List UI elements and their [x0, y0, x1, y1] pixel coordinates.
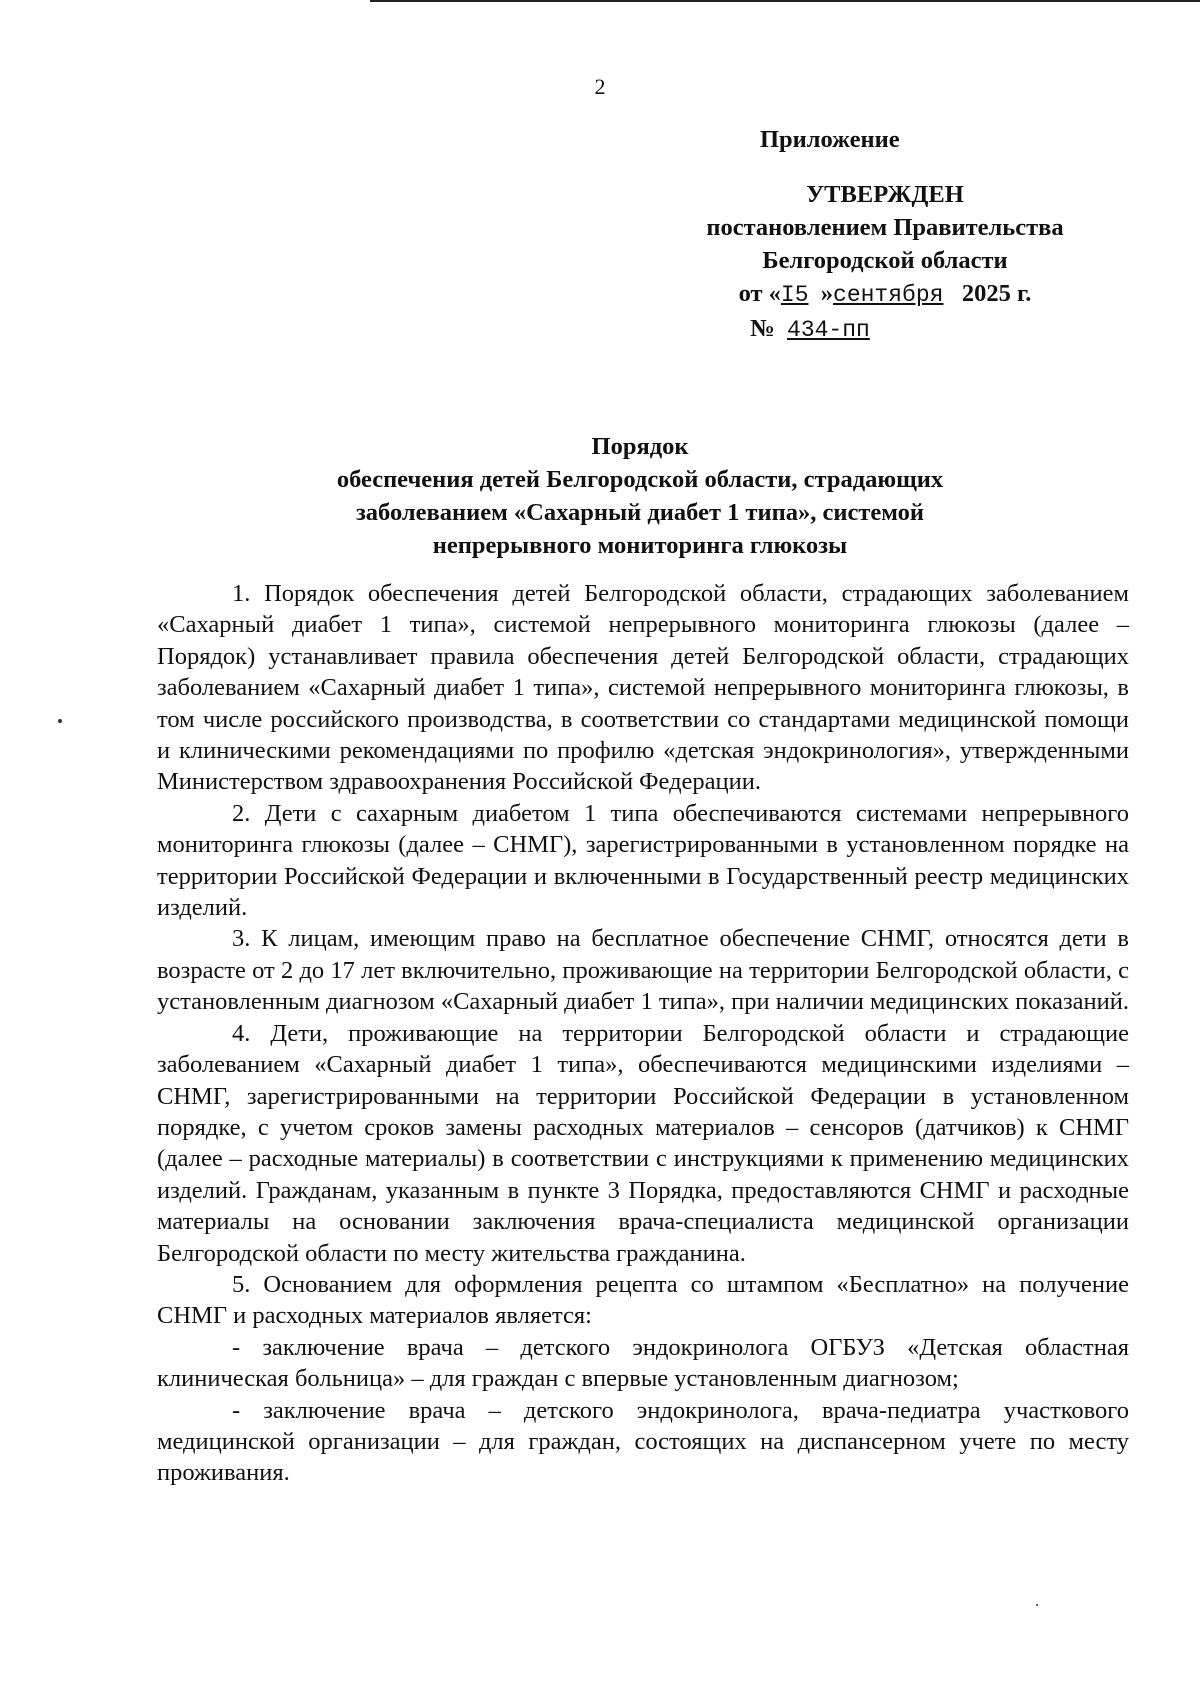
paragraph-5: 5. Основанием для оформления рецепта со штампом «Бесплатно» на получение СНМГ и расходных материалов является: — [157, 1270, 1129, 1330]
title-line-1: Порядок — [591, 433, 689, 460]
paragraph-4: 4. Дети, проживающие на территории Белгородской области и страдающие заболеванием «Сахарный диабет 1 типа», обеспечиваются медицинскими изделиями – СНМГ, зарегистрированными на территории Российской Федерации в установленном порядке, с учетом сроков замены расходных материалов – сенсоров (датчиков) к СНМГ (далее – расходные материалы) в соответствии с инструкциями к применению медицинских изделий. Гражданам, указанным в пункте 3 Порядка, предоставляются СНМГ и расходные материалы на основании заключения врача-специалиста медицинской организации Белгородской области по месту жительства гражданина. — [157, 1019, 1129, 1267]
scan-speck — [58, 719, 62, 723]
paragraph-3: 3. К лицам, имеющим право на бесплатное обеспечение СНМГ, относятся дети в возрасте от 2 до 17 лет включительно, проживающие на территории Белгородской области, с установленным диагнозом «Сахарный диабет 1 типа», при наличии медицинских показаний. — [157, 925, 1129, 1016]
approval-heading: УТВЕРЖДЕН — [806, 181, 964, 208]
paragraph-1: 1. Порядок обеспечения детей Белгородской области, страдающих заболеванием «Сахарный диабет 1 типа», системой непрерывного мониторинга глюкозы (далее – Порядок) устанавливает правила обеспечения детей Белгородской области, страдающих заболеванием «Сахарный диабет 1 типа», системой непрерывного мониторинга глюкозы, в том числе российского производства, в соответствии со стандартами медицинской помощи и клиническими рекомендациями по профилю «детская эндокринология», утвержденными Министерством здравоохранения Российской Федерации. — [157, 580, 1129, 796]
page-number: 2 — [594, 74, 606, 99]
document-title — [160, 430, 1120, 562]
date-mid: » — [820, 280, 834, 307]
top-border-line — [370, 0, 1200, 2]
document-body — [157, 578, 1129, 1489]
approval-date — [650, 277, 1120, 312]
scan-speck — [1036, 1604, 1038, 1606]
title-line-3: заболеванием «Сахарный диабет 1 типа», системой — [355, 499, 925, 526]
date-year: 2025 г. — [961, 280, 1032, 307]
approval-line-region: Белгородской области — [762, 247, 1008, 274]
date-day: I5 — [780, 282, 809, 308]
approval-number — [650, 312, 1120, 347]
list-item-2: - заключение врача – детского эндокринолога, врача-педиатра участкового медицинской организации – для граждан, состоящих на диспансерном учете по месту проживания. — [157, 1396, 1129, 1487]
appendix-label: Приложение — [760, 126, 900, 153]
date-month: сентября — [833, 282, 944, 308]
paragraph-2: 2. Дети с сахарным диабетом 1 типа обеспечиваются системами непрерывного мониторинга глюкозы (далее – СНМГ), зарегистрированными в установленном порядке на территории Российской Федерации и включенными в Государственный реестр медицинских изделий. — [157, 799, 1129, 922]
number-value: 434-пп — [787, 317, 870, 343]
approval-line-decree: постановлением Правительства — [706, 214, 1064, 241]
title-line-2: обеспечения детей Белгородской области, страдающих — [336, 466, 944, 493]
list-item-1: - заключение врача – детского эндокринолога ОГБУЗ «Детская областная клиническая больница» – для граждан с впервые установленным диагнозом; — [157, 1333, 1129, 1393]
number-prefix: № — [750, 315, 775, 342]
title-line-4: непрерывного мониторинга глюкозы — [432, 532, 848, 559]
date-prefix: от « — [738, 280, 781, 307]
approval-block — [650, 178, 1120, 347]
